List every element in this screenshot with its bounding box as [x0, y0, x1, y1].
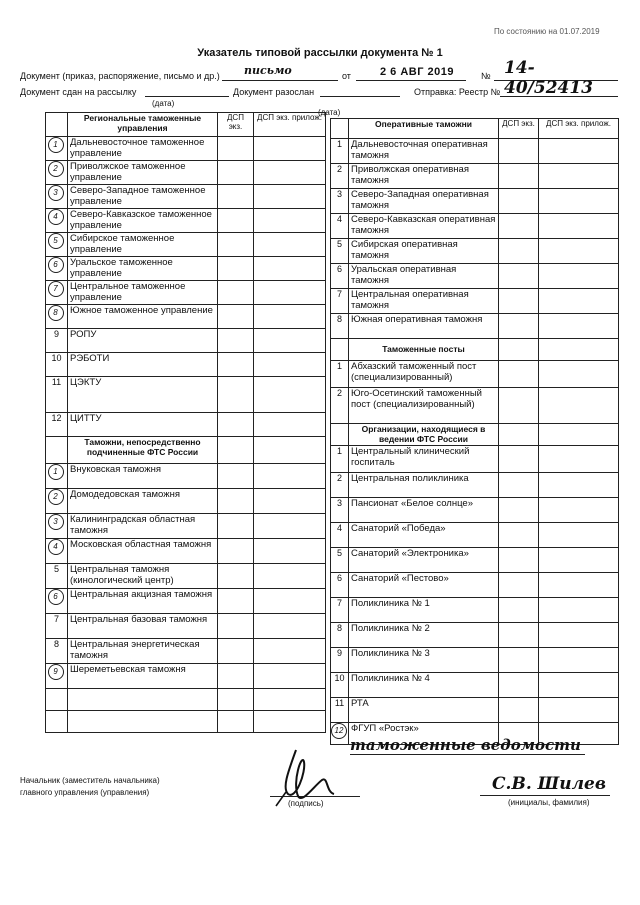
from-label: от: [342, 71, 351, 81]
dsp-att-cell[interactable]: [539, 623, 619, 648]
dsp-ex-cell[interactable]: [499, 164, 539, 189]
dsp-att-cell[interactable]: [539, 523, 619, 548]
doc-number-handwritten: 14-40/52413: [504, 58, 594, 98]
dsp-att-cell[interactable]: [539, 473, 619, 498]
list-item: Санаторий «Электроника»: [349, 548, 499, 573]
dsp-att-cell[interactable]: [254, 353, 326, 377]
list-item: РЭБОТИ: [68, 353, 218, 377]
row-num: 12: [46, 413, 68, 437]
row-num: [46, 137, 68, 161]
dsp-ex-cell[interactable]: [499, 698, 539, 723]
row-num: 1: [331, 139, 349, 164]
list-item: Уральская оперативная таможня: [349, 264, 499, 289]
list-item: ЦЭКТУ: [68, 377, 218, 413]
dsp-ex-cell[interactable]: [499, 139, 539, 164]
list-item: Московская областная таможня: [68, 539, 218, 564]
row-num: 8: [331, 314, 349, 339]
circle-mark: 1: [48, 137, 64, 153]
row-num: 7: [331, 598, 349, 623]
dsp-ex-cell[interactable]: [499, 548, 539, 573]
circle-mark: 8: [48, 305, 64, 321]
dsp-ex-cell[interactable]: [218, 353, 254, 377]
list-item: Центральная поликлиника: [349, 473, 499, 498]
list-item: Центральная таможня (кинологический центр): [68, 564, 218, 589]
dsp-att-cell[interactable]: [254, 464, 326, 489]
list-item: Дальневосточная оперативная таможня: [349, 139, 499, 164]
list-item: Приволжская оперативная таможня: [349, 164, 499, 189]
dsp-ex-cell[interactable]: [499, 446, 539, 473]
dsp-ex-cell[interactable]: [218, 614, 254, 639]
row-num: 2: [331, 473, 349, 498]
circle-mark: 3: [48, 514, 64, 530]
doc-type-field[interactable]: [222, 64, 338, 81]
sent-label: Документ сдан на рассылку: [20, 87, 137, 97]
empty-cell[interactable]: [254, 689, 326, 711]
dsp-ex-cell[interactable]: [499, 214, 539, 239]
dsp-ex-cell[interactable]: [218, 514, 254, 539]
dsp-ex-cell[interactable]: [218, 589, 254, 614]
header-regional: Региональные таможенные управления: [68, 113, 218, 137]
signature-icon: [268, 742, 348, 812]
row-num: [46, 161, 68, 185]
circle-mark: 6: [48, 257, 64, 273]
row-num: [46, 539, 68, 564]
section-num-cell: [331, 424, 349, 446]
number-field[interactable]: [494, 58, 618, 98]
dsp-att-cell[interactable]: [539, 598, 619, 623]
circle-mark: 4: [48, 539, 64, 555]
dsp-ex-cell[interactable]: [218, 209, 254, 233]
list-item: Поликлиника № 3: [349, 648, 499, 673]
row-num: 11: [331, 698, 349, 723]
sent-out-label: Документ разослан: [233, 87, 315, 97]
list-item: Северо-Кавказская оперативная таможня: [349, 214, 499, 239]
dsp-att-cell[interactable]: [539, 698, 619, 723]
section-title-organizations: Организации, находящиеся в ведении ФТС России: [349, 424, 499, 446]
row-num: 9: [331, 648, 349, 673]
dsp-att-cell: [254, 437, 326, 464]
list-item: Дальневосточное таможенное управление: [68, 137, 218, 161]
empty-cell: [68, 689, 218, 711]
sent-date-field[interactable]: [145, 84, 229, 97]
row-num: 3: [331, 189, 349, 214]
list-item: Абхазский таможенный пост (специализированный): [349, 361, 499, 388]
sent-out-date-caption: (дата): [318, 108, 341, 117]
row-num: [46, 514, 68, 539]
sent-via-label: Отправка: Реестр №: [414, 87, 501, 97]
empty-cell[interactable]: [218, 689, 254, 711]
header-dsp-ex: ДСП экз.: [218, 113, 254, 137]
row-num: 10: [46, 353, 68, 377]
empty-cell: [539, 339, 619, 361]
list-item: Северо-Кавказское таможенное управление: [68, 209, 218, 233]
left-distribution-table: [45, 112, 326, 733]
dsp-ex-cell[interactable]: [218, 377, 254, 413]
dsp-ex-cell[interactable]: [218, 664, 254, 689]
circle-mark: 6: [48, 589, 64, 605]
list-item: Сибирское таможенное управление: [68, 233, 218, 257]
circle-mark: 1: [48, 464, 64, 480]
list-item: Юго-Осетинский таможенный пост (специализированный): [349, 388, 499, 424]
list-item: Калининградская областная таможня: [68, 514, 218, 539]
status-note: По состоянию на 01.07.2019: [494, 27, 600, 36]
dsp-ex-cell[interactable]: [218, 233, 254, 257]
dsp-ex-cell[interactable]: [499, 189, 539, 214]
row-num: 8: [331, 623, 349, 648]
row-num: 2: [331, 388, 349, 424]
dsp-att-cell[interactable]: [539, 573, 619, 598]
row-num: 4: [331, 214, 349, 239]
dsp-att-cell[interactable]: [539, 264, 619, 289]
circle-mark: 9: [48, 664, 64, 680]
row-num: [46, 664, 68, 689]
list-item: Северо-Западное таможенное управление: [68, 185, 218, 209]
dsp-att-cell[interactable]: [539, 388, 619, 424]
row-num: 9: [46, 329, 68, 353]
chief-label-2: главного управления (управления): [20, 788, 150, 797]
page-title: Указатель типовой рассылки документа № 1: [197, 47, 443, 59]
dsp-att-cell[interactable]: [254, 185, 326, 209]
dsp-ex-cell[interactable]: [499, 648, 539, 673]
registry-field[interactable]: [500, 84, 618, 97]
handwritten-note: таможенные ведомости: [350, 736, 585, 755]
row-num: [46, 589, 68, 614]
row-num: 6: [331, 264, 349, 289]
dsp-att-cell[interactable]: [254, 257, 326, 281]
list-item: Южное таможенное управление: [68, 305, 218, 329]
date-stamp: 2 6 АВГ 2019: [380, 66, 454, 78]
dsp-ex-cell[interactable]: [218, 539, 254, 564]
dsp-ex-cell[interactable]: [218, 305, 254, 329]
circle-mark: 7: [48, 281, 64, 297]
row-num: 5: [331, 548, 349, 573]
number-label: №: [481, 71, 491, 81]
row-num: [46, 305, 68, 329]
sent-date-caption: (дата): [152, 99, 175, 108]
dsp-att-cell[interactable]: [254, 639, 326, 664]
dsp-att-cell[interactable]: [254, 514, 326, 539]
dsp-att-cell[interactable]: [539, 548, 619, 573]
row-num: 7: [331, 289, 349, 314]
dsp-ex-cell[interactable]: [499, 473, 539, 498]
dsp-ex-cell[interactable]: [218, 281, 254, 305]
dsp-att-cell[interactable]: [539, 498, 619, 523]
dsp-ex-cell[interactable]: [499, 498, 539, 523]
header-dsp-att: ДСП экз. прилож.: [539, 119, 619, 139]
dsp-att-cell[interactable]: [254, 281, 326, 305]
header-num-cell: [331, 119, 349, 139]
row-num: 6: [331, 573, 349, 598]
circle-mark: 2: [48, 489, 64, 505]
section-title-posts: Таможенные посты: [349, 339, 499, 361]
header-num-cell: [46, 113, 68, 137]
section-num-cell: [331, 339, 349, 361]
dsp-att-cell[interactable]: [539, 673, 619, 698]
row-num: 5: [331, 239, 349, 264]
list-item: Южная оперативная таможня: [349, 314, 499, 339]
list-item: Приволжское таможенное управление: [68, 161, 218, 185]
row-num: 3: [331, 498, 349, 523]
row-num: 11: [46, 377, 68, 413]
empty-cell: [539, 424, 619, 446]
dsp-ex-cell[interactable]: [499, 673, 539, 698]
row-num: [46, 209, 68, 233]
dsp-ex-cell[interactable]: [218, 329, 254, 353]
list-item: Центральная оперативная таможня: [349, 289, 499, 314]
list-item: Пансионат «Белое солнце»: [349, 498, 499, 523]
dsp-att-cell[interactable]: [254, 664, 326, 689]
signature-caption: (подпись): [288, 799, 324, 808]
chief-label-1: Начальник (заместитель начальника): [20, 776, 160, 785]
list-item: Центральная базовая таможня: [68, 614, 218, 639]
dsp-att-cell[interactable]: [254, 589, 326, 614]
list-item: ЦИТТУ: [68, 413, 218, 437]
row-num: 2: [331, 164, 349, 189]
list-item: Уральское таможенное управление: [68, 257, 218, 281]
row-num: [46, 185, 68, 209]
list-item: Центральная акцизная таможня: [68, 589, 218, 614]
circle-mark: 5: [48, 233, 64, 249]
dsp-att-cell[interactable]: [539, 239, 619, 264]
name-caption: (инициалы, фамилия): [508, 798, 590, 807]
right-distribution-table: [330, 118, 619, 745]
section-title-subordinate: Таможни, непосредственно подчиненные ФТС России: [68, 437, 218, 464]
dsp-att-cell[interactable]: [254, 539, 326, 564]
empty-cell: [46, 711, 68, 733]
doc-type-label: Документ (приказ, распоряжение, письмо и др.): [20, 71, 220, 81]
section-num-cell: [46, 437, 68, 464]
row-num: 10: [331, 673, 349, 698]
header-dsp-ex: ДСП экз.: [499, 119, 539, 139]
dsp-ex-cell[interactable]: [499, 314, 539, 339]
dsp-att-cell[interactable]: [254, 489, 326, 514]
dsp-ex-cell[interactable]: [499, 361, 539, 388]
header-dsp-att: ДСП экз. прилож.: [254, 113, 326, 137]
date-field[interactable]: [356, 68, 466, 81]
dsp-ex-cell[interactable]: [218, 489, 254, 514]
row-num: [46, 281, 68, 305]
list-item: Центральная энергетическая таможня: [68, 639, 218, 664]
dsp-ex-cell[interactable]: [218, 185, 254, 209]
dsp-att-cell[interactable]: [254, 137, 326, 161]
dsp-att-cell[interactable]: [539, 139, 619, 164]
empty-cell: [68, 711, 218, 733]
dsp-ex-cell[interactable]: [218, 564, 254, 589]
empty-cell: [499, 339, 539, 361]
dsp-att-cell[interactable]: [254, 329, 326, 353]
list-item: ФГУП «Ростэк»: [349, 723, 499, 745]
row-num: 8: [46, 639, 68, 664]
header-operative: Оперативные таможни: [349, 119, 499, 139]
dsp-att-cell[interactable]: [539, 314, 619, 339]
list-item: Внуковская таможня: [68, 464, 218, 489]
row-num: 1: [331, 361, 349, 388]
row-num: [46, 233, 68, 257]
row-num: 5: [46, 564, 68, 589]
dsp-ex-cell: [218, 437, 254, 464]
circle-mark: 3: [48, 185, 64, 201]
name-handwritten: С.В. Шилев: [492, 774, 606, 794]
dsp-ex-cell[interactable]: [218, 464, 254, 489]
circle-mark: 2: [48, 161, 64, 177]
dsp-att-cell[interactable]: [539, 214, 619, 239]
list-item: РТА: [349, 698, 499, 723]
dsp-att-cell[interactable]: [254, 413, 326, 437]
row-num: [46, 464, 68, 489]
dsp-ex-cell[interactable]: [499, 289, 539, 314]
dsp-att-cell[interactable]: [254, 564, 326, 589]
dsp-ex-cell[interactable]: [218, 161, 254, 185]
list-item: Домодедовская таможня: [68, 489, 218, 514]
dsp-att-cell[interactable]: [254, 614, 326, 639]
dsp-att-cell[interactable]: [539, 289, 619, 314]
dsp-ex-cell[interactable]: [218, 413, 254, 437]
dsp-ex-cell[interactable]: [499, 523, 539, 548]
empty-cell: [499, 424, 539, 446]
list-item: Северо-Западная оперативная таможня: [349, 189, 499, 214]
row-num: 1: [331, 446, 349, 473]
list-item: Поликлиника № 4: [349, 673, 499, 698]
dsp-att-cell[interactable]: [254, 377, 326, 413]
list-item: РОПУ: [68, 329, 218, 353]
list-item: Центральный клинический госпиталь: [349, 446, 499, 473]
doc-type-handwritten: письмо: [244, 64, 292, 77]
empty-cell: [46, 689, 68, 711]
dsp-ex-cell[interactable]: [499, 388, 539, 424]
list-item: Санаторий «Пестово»: [349, 573, 499, 598]
dsp-ex-cell[interactable]: [499, 598, 539, 623]
sent-out-date-field[interactable]: [320, 84, 400, 97]
dsp-att-cell[interactable]: [254, 305, 326, 329]
dsp-att-cell[interactable]: [539, 446, 619, 473]
empty-cell[interactable]: [254, 711, 326, 733]
list-item: Поликлиника № 1: [349, 598, 499, 623]
dsp-ex-cell[interactable]: [499, 264, 539, 289]
dsp-ex-cell[interactable]: [218, 639, 254, 664]
list-item: Поликлиника № 2: [349, 623, 499, 648]
dsp-att-cell[interactable]: [539, 189, 619, 214]
list-item: Шереметьевская таможня: [68, 664, 218, 689]
dsp-ex-cell[interactable]: [499, 623, 539, 648]
dsp-att-cell[interactable]: [539, 164, 619, 189]
dsp-att-cell[interactable]: [254, 209, 326, 233]
row-num: 4: [331, 523, 349, 548]
circle-mark: 4: [48, 209, 64, 225]
dsp-att-cell[interactable]: [539, 648, 619, 673]
row-num: 7: [46, 614, 68, 639]
dsp-ex-cell[interactable]: [218, 257, 254, 281]
dsp-ex-cell[interactable]: [218, 137, 254, 161]
dsp-att-cell[interactable]: [254, 233, 326, 257]
dsp-ex-cell[interactable]: [499, 573, 539, 598]
circle-mark: 12: [331, 723, 347, 739]
row-num: [46, 257, 68, 281]
empty-cell[interactable]: [218, 711, 254, 733]
row-num: [46, 489, 68, 514]
list-item: Центральное таможенное управление: [68, 281, 218, 305]
dsp-att-cell[interactable]: [539, 361, 619, 388]
dsp-att-cell[interactable]: [254, 161, 326, 185]
dsp-ex-cell[interactable]: [499, 239, 539, 264]
list-item: Санаторий «Победа»: [349, 523, 499, 548]
name-line[interactable]: [480, 794, 610, 796]
list-item: Сибирская оперативная таможня: [349, 239, 499, 264]
